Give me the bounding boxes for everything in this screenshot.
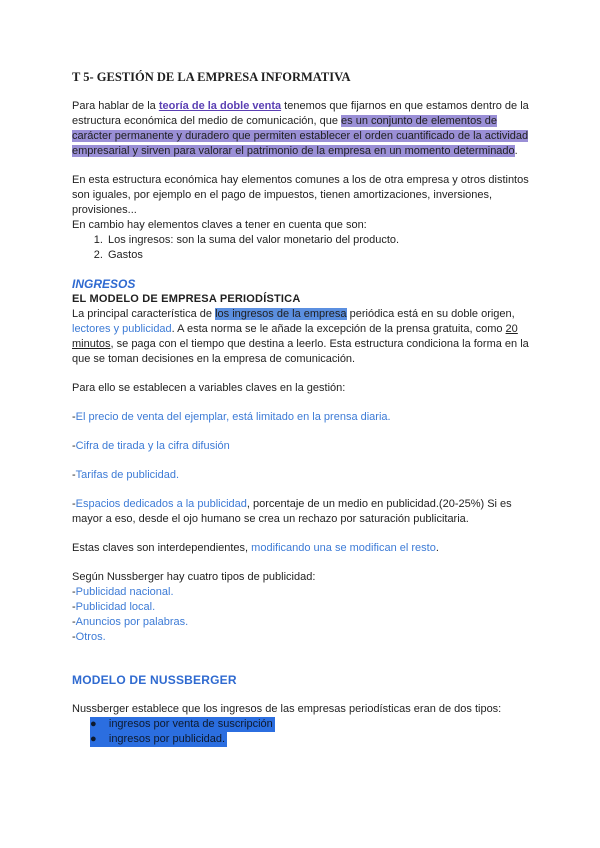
blue-lectores: lectores y publicidad <box>72 323 172 335</box>
blue-text: modificando una se modifican el resto <box>251 542 436 554</box>
dash: - <box>72 498 76 510</box>
clave-item: -Cifra de tirada y la cifra difusión <box>72 440 230 452</box>
text: La principal característica de <box>72 308 216 320</box>
underline-20-minutos: 20 minutos <box>72 323 518 350</box>
paragraph-nussberger-tipos: Según Nussberger hay cuatro tipos de publicidad: <box>72 571 316 583</box>
paragraph-elementos: En esta estructura económica hay elementos comunes a los de otra empresa y otros distintos son iguales, por ejemplo en el pago de impuestos, tienen amortizaciones, inversiones, provisiones... <box>72 174 529 216</box>
tipo-text: Otros. <box>75 631 106 643</box>
highlight-definition: es un conjunto de elementos de carácter permanente y duradero que permiten establecer el orden cuantificado de la actividad empresarial y sirven para valorar el patrimonio de la empresa en un momento determinado <box>72 115 529 157</box>
list-item: ● ingresos por venta de suscripción <box>90 718 273 730</box>
tipo-text: Anuncios por palabras. <box>75 616 189 628</box>
document-body <box>72 70 532 747</box>
paragraph-dos-tipos: Nussberger establece que los ingresos de las empresas periodísticas eran de dos tipos: <box>72 703 502 715</box>
section-heading-nussberger: MODELO DE NUSSBERGER <box>72 673 237 687</box>
clave-item-espacios <box>72 497 532 527</box>
paragraph-interdependientes <box>72 541 532 556</box>
intro-text-b: tenemos que fijarnos en que estamos dentro de la estructura económica del medio de comunicación, que <box>72 100 529 127</box>
text: , se paga con el tiempo que destina a leerlo. Esta estructura condiciona la forma en la que se toman decisiones en la empresa de comunicación. <box>72 338 529 365</box>
clave-text: Tarifas de publicidad. <box>75 469 180 481</box>
paragraph-variables: Para ello se establecen a variables claves en la gestión: <box>72 382 346 394</box>
clave-text: Espacios dedicados a la publicidad <box>75 498 247 510</box>
tipo-item: -Anuncios por palabras. <box>72 616 189 628</box>
paragraph-caracteristica <box>72 307 532 367</box>
tipo-item: -Publicidad local. <box>72 601 156 613</box>
numbered-list <box>72 233 532 263</box>
clave-text: Cifra de tirada y la cifra difusión <box>75 440 230 452</box>
clave-item: -El precio de venta del ejemplar, está limitado en la prensa diaria. <box>72 411 391 423</box>
doble-venta-link[interactable]: teoría de la doble venta <box>158 100 282 112</box>
list-item: ● ingresos por publicidad. <box>90 733 226 745</box>
text: . <box>435 542 439 554</box>
bullet-text: ingresos por venta de suscripción <box>108 718 273 730</box>
bullet-text: ingresos por publicidad. <box>108 733 226 745</box>
text: Estas claves son interdependientes, <box>72 542 252 554</box>
clave-text: El precio de venta del ejemplar, está limitado en la prensa diaria. <box>75 411 391 423</box>
bullet-list <box>72 717 532 747</box>
clave-item: -Tarifas de publicidad. <box>72 469 180 481</box>
intro-text-c: . <box>514 145 518 157</box>
section-heading-ingresos: INGRESOS <box>72 277 136 291</box>
intro-text-a: Para hablar de la <box>72 100 159 112</box>
tipo-text: Publicidad nacional. <box>75 586 174 598</box>
tipo-item: -Otros. <box>72 631 106 643</box>
text: . A esta norma se le añade la excepción de la prensa gratuita, como <box>171 323 506 335</box>
paragraph-claves-intro: En cambio hay elementos claves a tener en cuenta que son: <box>72 219 367 231</box>
tipo-item: -Publicidad nacional. <box>72 586 174 598</box>
page-title: T 5- GESTIÓN DE LA EMPRESA INFORMATIVA <box>72 70 351 84</box>
text: periódica está en su doble origen, <box>346 308 515 320</box>
highlight-ingresos: los ingresos de la empresa <box>215 308 347 320</box>
list-item: 2. Gastos <box>106 248 532 263</box>
tipo-text: Publicidad local. <box>75 601 156 613</box>
text: , porcentaje de un medio en publicidad.(20-25%) Si es mayor a eso, desde el ojo humano se crea un rechazo por saturación publicitaria. <box>72 498 512 525</box>
intro-paragraph <box>72 99 532 159</box>
list-item: 1. Los ingresos: son la suma del valor monetario del producto. <box>106 233 532 248</box>
subheading-modelo-empresa: EL MODELO DE EMPRESA PERIODÍSTICA <box>72 293 301 305</box>
